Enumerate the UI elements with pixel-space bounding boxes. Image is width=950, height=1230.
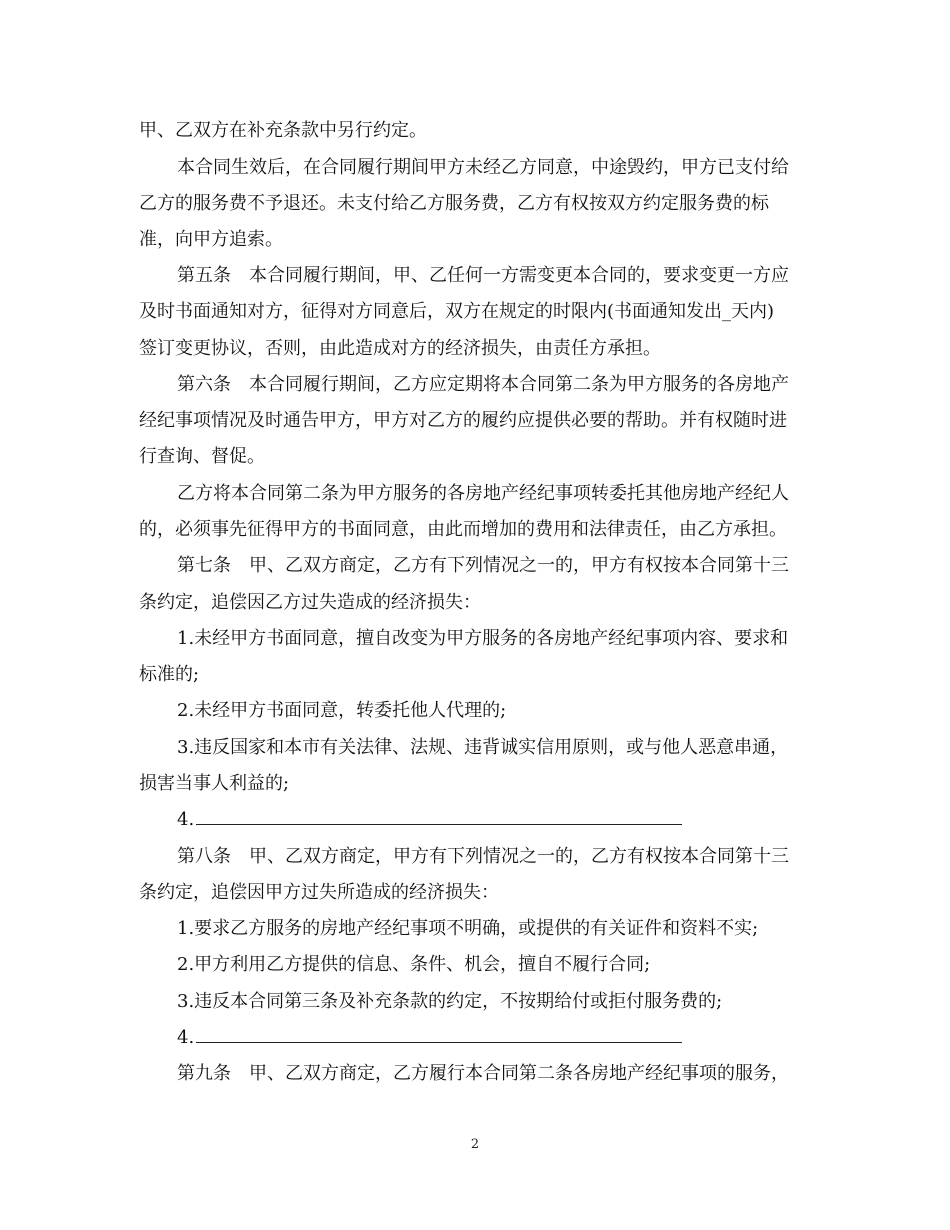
- blank-item-line: [177, 1027, 682, 1049]
- text-line: 2.未经甲方书面同意，转委托他人代理的;: [177, 700, 507, 721]
- text-line: 签订变更协议，否则，由此造成对方的经济损失，由责任方承担。: [139, 338, 661, 359]
- text-line: 第八条 甲、乙双方商定，甲方有下列情况之一的，乙方有权按本合同第十三: [177, 846, 789, 867]
- text-line: 1.要求乙方服务的房地产经纪事项不明确，或提供的有关证件和资料不实;: [177, 918, 759, 939]
- text-line: 的，必须事先征得甲方的书面同意，由此而增加的费用和法律责任，由乙方承担。: [139, 519, 787, 540]
- text-line: 3.违反国家和本市有关法律、法规、违背诚实信用原则，或与他人恶意串通，: [177, 737, 789, 758]
- item-number: 4.: [177, 1027, 195, 1048]
- text-line: 损害当事人利益的;: [139, 773, 290, 794]
- fill-in-blank-rule: [196, 824, 682, 825]
- text-line: 2.甲方利用乙方提供的信息、条件、机会，擅自不履行合同;: [177, 954, 651, 975]
- text-line: 条约定，追偿因甲方过失所造成的经济损失：: [139, 882, 499, 903]
- page-number: 2: [470, 1137, 480, 1152]
- text-line: 第七条 甲、乙双方商定，乙方有下列情况之一的，甲方有权按本合同第十三: [177, 555, 789, 576]
- text-line: 甲、乙双方在补充条款中另行约定。: [139, 120, 427, 141]
- fill-in-blank-rule: [196, 1042, 682, 1043]
- text-line: 条约定，追偿因乙方过失造成的经济损失：: [139, 592, 481, 613]
- text-line: 标准的;: [139, 664, 200, 685]
- text-line: 第九条 甲、乙双方商定，乙方履行本合同第二条各房地产经纪事项的服务，: [177, 1063, 789, 1084]
- text-line: 行查询、督促。: [139, 446, 265, 467]
- text-line: 第五条 本合同履行期间，甲、乙任何一方需变更本合同的，要求变更一方应: [177, 265, 789, 286]
- text-line: 3.违反本合同第三条及补充条款的约定，不按期给付或拒付服务费的;: [177, 991, 723, 1012]
- item-number: 4.: [177, 809, 195, 830]
- text-line: 本合同生效后，在合同履行期间甲方未经乙方同意，中途毁约，甲方已支付给: [177, 157, 789, 178]
- text-line: 乙方将本合同第二条为甲方服务的各房地产经纪事项转委托其他房地产经纪人: [177, 483, 789, 504]
- text-line: 准，向甲方追索。: [139, 229, 283, 250]
- text-line: 第六条 本合同履行期间，乙方应定期将本合同第二条为甲方服务的各房地产: [177, 374, 789, 395]
- text-line: 及时书面通知对方，征得对方同意后，双方在规定的时限内(书面通知发出_天内): [139, 301, 775, 322]
- text-line: 经纪事项情况及时通告甲方，甲方对乙方的履约应提供必要的帮助。并有权随时进: [139, 410, 787, 431]
- text-line: 1.未经甲方书面同意，擅自改变为甲方服务的各房地产经纪事项内容、要求和: [177, 628, 789, 649]
- text-line: 乙方的服务费不予退还。未支付给乙方服务费，乙方有权按双方约定服务费的标: [139, 193, 769, 214]
- blank-item-line: [177, 809, 682, 831]
